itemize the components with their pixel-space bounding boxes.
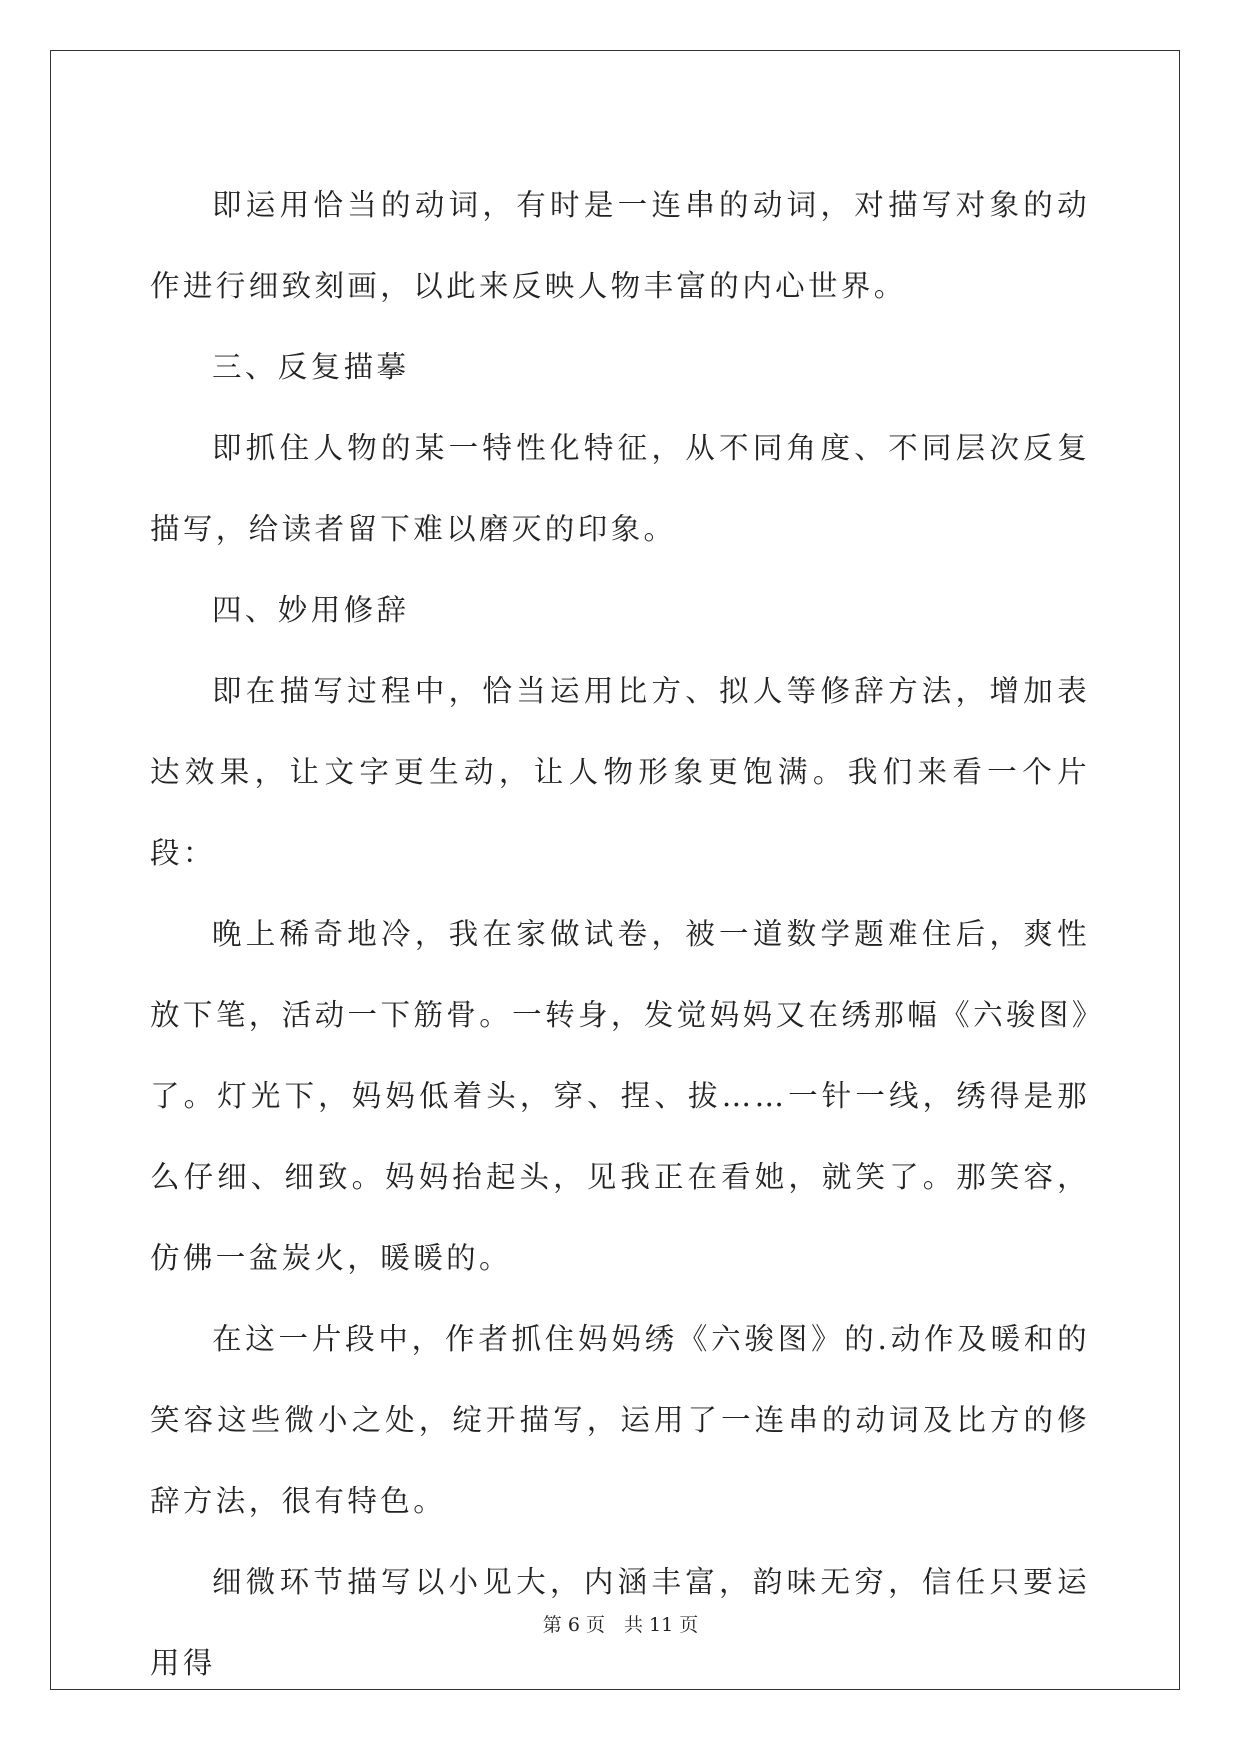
page-footer: 第 6 页 共 11 页 xyxy=(542,1614,699,1636)
paragraph-3: 即在描写过程中，恰当运用比方、拟人等修辞方法，增加表达效果，让文字更生动，让人物形象更饱满。我们来看一个片段： xyxy=(150,674,1090,870)
section-heading-3: 三、反复描摹 xyxy=(212,350,410,384)
document-body xyxy=(150,165,1090,1704)
paragraph-5: 细微环节描写以小见大，内涵丰富，韵味无穷，信任只要运用得 xyxy=(150,1565,1090,1680)
paragraph-2: 即抓住人物的某一特性化特征，从不同角度、不同层次反复描写，给读者留下难以磨灭的印象。 xyxy=(150,431,1090,546)
example-passage: 晚上稀奇地冷，我在家做试卷，被一道数学题难住后，爽性放下笔，活动一下筋骨。一转身，发觉妈妈又在绣那幅《六骏图》了。灯光下，妈妈低着头，穿、捏、拔……一针一线，绣得是那么仔细、细致。妈妈抬起头，见我正在看她，就笑了。那笑容，仿佛一盆炭火，暖暖的。 xyxy=(150,917,1090,1275)
paragraph-1: 即运用恰当的动词，有时是一连串的动词，对描写对象的动作进行细致刻画，以此来反映人物丰富的内心世界。 xyxy=(150,188,1090,303)
section-heading-4: 四、妙用修辞 xyxy=(212,593,410,627)
paragraph-4: 在这一片段中，作者抓住妈妈绣《六骏图》的.动作及暖和的笑容这些微小之处，绽开描写，运用了一连串的动词及比方的修辞方法，很有特色。 xyxy=(150,1322,1090,1518)
